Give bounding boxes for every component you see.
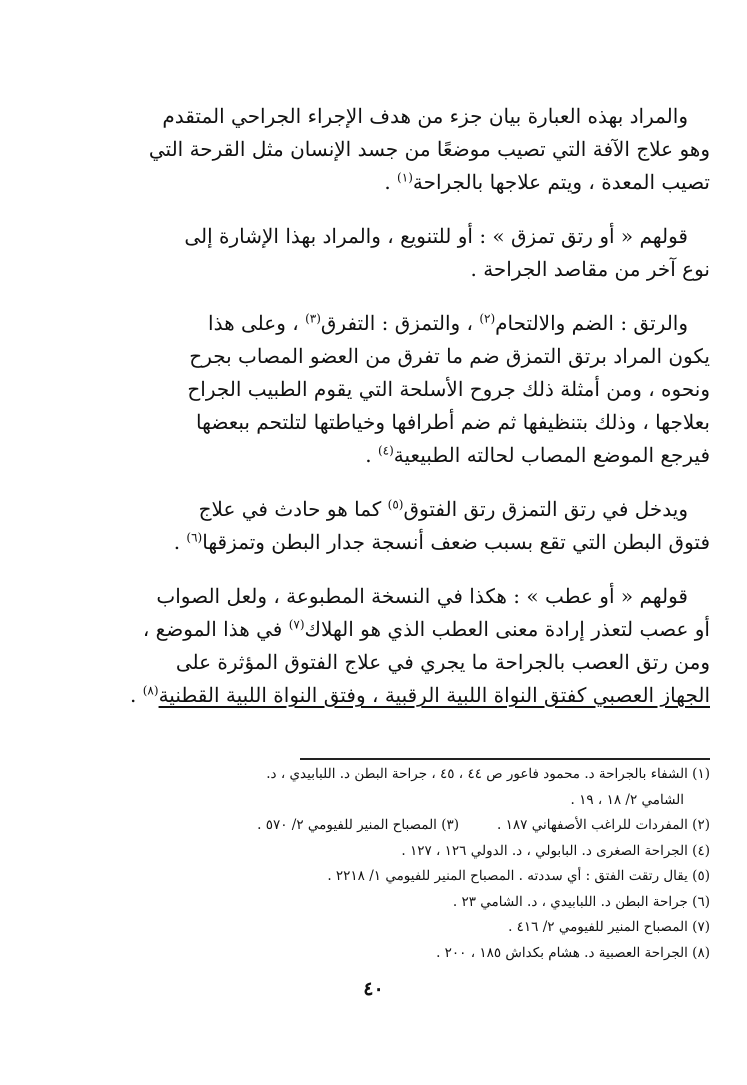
footnote-ref-8[interactable]: (٨) xyxy=(142,683,159,698)
para5-line2-a: أو عصب لتعذر إرادة معنى العطب الذي هو الهلاك xyxy=(304,617,710,641)
footnote-ref-4[interactable]: (٤) xyxy=(377,443,394,458)
footnote-2: (٢) المفردات للراغب الأصفهاني ١٨٧ . xyxy=(497,817,710,833)
footnote-3: (٣) المصباح المنير للفيومي ٢/ ٥٧٠ . xyxy=(257,817,460,833)
footnote-6: (٦) جراحة البطن د. اللبابيدي ، د. الشامي ٢٣ . xyxy=(452,893,710,910)
paragraph-1 xyxy=(95,100,710,199)
body-text xyxy=(95,100,710,733)
para5-line4: الجهاز العصبي كفتق النواة اللبية الرقبية ، وفتق النواة اللبية القطنية xyxy=(158,683,710,707)
footnote-1-line2: الشامي ٢/ ١٨ ، ١٩ . xyxy=(570,791,684,808)
para3-tail: . xyxy=(365,443,378,467)
footnote-ref-6[interactable]: (٦) xyxy=(186,530,203,545)
para3-line4: بعلاجها ، وذلك بتنظيفها ثم ضم أطرافها وخياطتها لتلتحم ببعضها xyxy=(196,410,710,434)
para5-line1: قولهم « أو عطب » : هكذا في النسخة المطبوعة ، ولعل الصواب xyxy=(156,584,688,608)
footnote-ref-5[interactable]: (٥) xyxy=(387,497,404,512)
para1-line3: تصيب المعدة ، ويتم علاجها بالجراحة xyxy=(412,170,710,194)
footnote-ref-7[interactable]: (٧) xyxy=(288,617,305,632)
footnote-1-line1: (١) الشفاء بالجراحة د. محمود فاعور ص ٤٤ ، ٤٥ ، جراحة البطن د. اللبابيدي ، د. xyxy=(266,766,710,782)
para2-line2: نوع آخر من مقاصد الجراحة . xyxy=(470,257,710,281)
para5-tail: . xyxy=(130,683,143,707)
footnote-ref-1[interactable]: (١) xyxy=(397,170,413,185)
paragraph-5 xyxy=(95,580,710,712)
footnote-1 xyxy=(95,762,710,813)
paragraph-3 xyxy=(95,307,710,472)
footnote-8: (٨) الجراحة العصبية د. هشام بكداش ١٨٥ ، ٢٠٠ . xyxy=(436,944,710,961)
para1-line2: وهو علاج الآفة التي تصيب موضعًا من جسد الإنسان مثل القرحة التي xyxy=(148,137,710,161)
footnote-4: (٤) الجراحة الصغرى د. البابولي ، د. الدولي ١٢٦ ، ١٢٧ . xyxy=(401,842,710,859)
footnote-5: (٥) يقال رتقت الفتق : أي سددته . المصباح المنير للفيومي ١/ ٢٢١٨ . xyxy=(327,868,710,884)
footnote-divider xyxy=(300,758,710,760)
para3-line1-a: والرتق : الضم والالتحام xyxy=(495,311,688,335)
footnotes xyxy=(95,762,710,966)
footnote-2-3 xyxy=(95,813,710,839)
paragraph-4 xyxy=(95,493,710,559)
para4-line2: فتوق البطن التي تقع بسبب ضعف أنسجة جدار البطن وتمزقها xyxy=(202,530,710,554)
para3-line3: ونحوه ، ومن أمثلة ذلك جروح الأسلحة التي يقوم الطبيب الجراح xyxy=(187,377,710,401)
para3-line5: فيرجع الموضع المصاب لحالته الطبيعية xyxy=(393,443,710,467)
para3-line2: يكون المراد برتق التمزق ضم ما تفرق من العضو المصاب بجرح xyxy=(189,344,710,368)
para1-tail: . xyxy=(384,170,398,194)
footnote-7: (٧) المصباح المنير للفيومي ٢/ ٤١٦ . xyxy=(508,919,710,935)
para4-tail: . xyxy=(173,530,187,554)
footnote-ref-3[interactable]: (٣) xyxy=(305,311,321,326)
para5-line2-b: في هذا الموضع ، xyxy=(142,617,289,641)
footnote-ref-2[interactable]: (٢) xyxy=(479,311,496,326)
para3-line1-c: ، وعلى هذا xyxy=(208,311,306,335)
para3-line1-b: ، والتمزق : التفرق xyxy=(320,311,480,335)
para2-line1: قولهم « أو رتق تمزق » : أو للتنويع ، والمراد بهذا الإشارة إلى xyxy=(184,224,688,248)
para4-line1-b: كما هو حادث في علاج xyxy=(198,497,388,521)
paragraph-2 xyxy=(95,220,710,286)
page-number: ٤٠ xyxy=(363,978,384,1000)
para5-line3: ومن رتق العصب بالجراحة ما يجري في علاج الفتوق المؤثرة على xyxy=(175,650,710,674)
para1-line1: والمراد بهذه العبارة بيان جزء من هدف الإجراء الجراحي المتقدم xyxy=(162,104,688,128)
para4-line1-a: ويدخل في رتق التمزق رتق الفتوق xyxy=(403,497,688,521)
